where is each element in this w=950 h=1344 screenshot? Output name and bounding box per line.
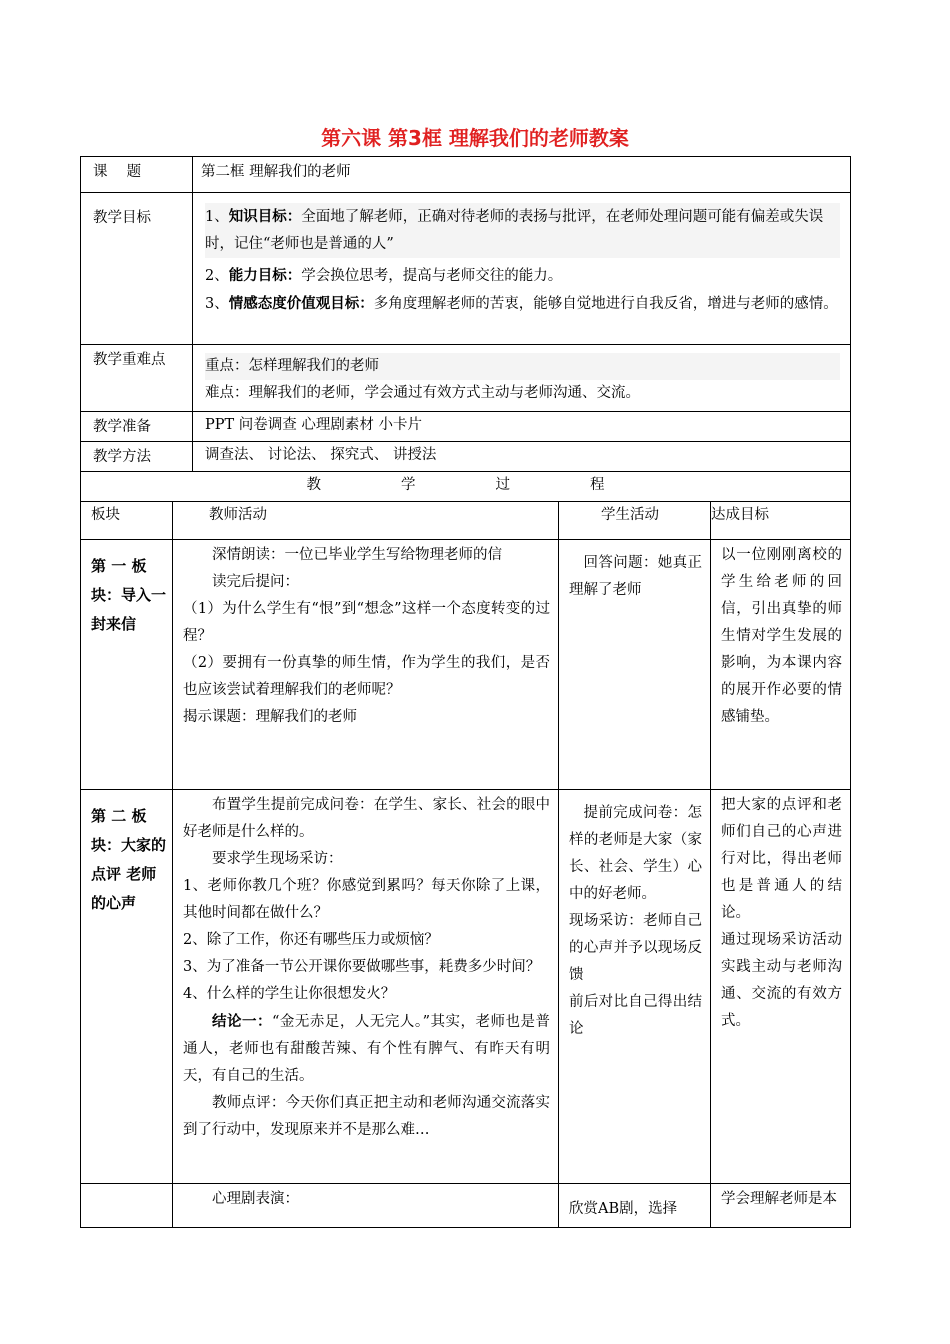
student-activity — [559, 790, 711, 1184]
student-activity-line: 提前完成问卷：怎样的老师是大家（家长、社会、学生）心中的好老师。 — [569, 805, 703, 902]
student-activity-line: 前后对比自己得出结论 — [569, 994, 703, 1037]
section-name — [81, 1184, 173, 1228]
method-label: 教学方法 — [81, 442, 193, 472]
method-value: 调查法、 讨论法、 探究式、 讲授法 — [193, 442, 851, 472]
teacher-activity-text: 深情朗读：一位已毕业学生写给物理老师的信 — [212, 547, 502, 563]
lesson-plan-table — [80, 156, 851, 1228]
teacher-activity-text: 布置学生提前完成问卷：在学生、家长、社会的眼中好老师是什么样的。 — [183, 797, 551, 840]
teacher-activity-text: 4、什么样的学生让你很想发火？ — [183, 986, 396, 1002]
teacher-activity-text: 3、为了准备一节公开课你要做哪些事，耗费多少时间？ — [183, 959, 541, 975]
student-activity-line: 欣赏AB剧，选择 — [569, 1201, 678, 1217]
prep-row — [81, 412, 851, 442]
target-goal — [711, 1184, 851, 1228]
process-row — [81, 472, 851, 502]
teacher-activity-line — [183, 1186, 550, 1213]
key-label: 教学重难点 — [81, 345, 193, 412]
goal-heading: 情感态度价值观目标： — [228, 295, 374, 312]
teaching-goal-item — [205, 203, 840, 258]
target-goal-line: 以一位刚刚离校的学生给老师的回信，引出真挚的师生情对学生发展的影响，为本课内容的展开作必要的情感铺垫。 — [721, 547, 843, 725]
teacher-activity-text: 教师点评：今天你们真正把主动和老师沟通交流落实到了行动中，发现原来并不是那么难… — [183, 1095, 551, 1138]
section-name: 第 二 板块：大家的点评 老师的心声 — [81, 790, 173, 1184]
teacher-activity — [173, 540, 559, 790]
target-goal — [711, 540, 851, 790]
teacher-activity-line — [183, 1008, 550, 1090]
teacher-activity-text: “金无赤足，人无完人。”其实，老师也是普通人，老师也有甜酸苦辣、有个性有脾气、有昨天有明天，有自己的生活。 — [183, 1014, 551, 1084]
student-activity — [559, 540, 711, 790]
section-row — [81, 540, 851, 790]
section-name: 第 一 板块：导入一封来信 — [81, 540, 173, 790]
conclusion-heading: 结论一： — [212, 1013, 272, 1030]
teacher-activity-line — [183, 873, 550, 927]
target-goal — [711, 790, 851, 1184]
target-goal-line: 通过现场采访活动实践主动与老师沟通、交流的有效方式。 — [721, 932, 843, 1029]
prep-value: PPT 问卷调查 心理剧素材 小卡片 — [193, 412, 851, 442]
key-row — [81, 345, 851, 412]
teacher-activity — [173, 790, 559, 1184]
difficult-point: 难点：理解我们的老师，学会通过有效方式主动与老师沟通、交流。 — [205, 385, 641, 401]
teacher-activity-line — [183, 792, 550, 846]
student-activity-line: 回答问题：她真正理解了老师 — [569, 555, 703, 598]
teacher-activity-text: 2、除了工作，你还有哪些压力或烦恼？ — [183, 932, 439, 948]
process-label: 教学过程 — [81, 472, 851, 502]
column-header-section: 板块 — [81, 502, 173, 540]
goal-text: 多角度理解老师的苦衷，能够自觉地进行自我反省，增进与老师的感情。 — [373, 296, 838, 312]
teacher-activity-text: （2）要拥有一份真挚的师生情，作为学生的我们，是否也应该尝试着理解我们的老师呢？ — [183, 655, 551, 698]
teacher-activity-line — [183, 569, 550, 596]
goal-text: 全面地了解老师，正确对待老师的表扬与批评，在老师处理问题可能有偏差或失误时，记住“老师也是普通的人” — [205, 209, 824, 252]
goal-text: 学会换位思考，提高与老师交往的能力。 — [301, 268, 563, 284]
teacher-activity-line — [183, 954, 550, 981]
goals-content — [193, 193, 851, 345]
method-row — [81, 442, 851, 472]
topic-value: 第二框 理解我们的老师 — [193, 157, 851, 193]
topic-label: 课 题 — [81, 157, 193, 193]
student-activity-line: 现场采访：老师自己的心声并予以现场反馈 — [569, 913, 703, 983]
teacher-activity-text: （1）为什么学生有“恨”到“想念”这样一个态度转变的过程？ — [183, 601, 551, 644]
teacher-activity-line — [183, 596, 550, 650]
key-point: 重点：怎样理解我们的老师 — [205, 353, 840, 380]
teacher-activity — [173, 1184, 559, 1228]
column-header-teacher: 教师活动 — [173, 502, 559, 540]
teacher-activity-line — [183, 704, 550, 731]
section-row — [81, 1184, 851, 1228]
goals-row — [81, 193, 851, 345]
goal-heading: 能力目标： — [228, 267, 302, 284]
teacher-activity-line — [183, 981, 550, 1008]
goal-number: 3、 — [205, 296, 229, 312]
column-header-row — [81, 502, 851, 540]
teacher-activity-text: 要求学生现场采访： — [212, 851, 343, 867]
student-activity — [559, 1184, 711, 1228]
teacher-activity-text: 1、老师你教几个班？你感觉到累吗？每天你除了上课，其他时间都在做什么？ — [183, 878, 551, 921]
key-content — [193, 345, 851, 412]
teacher-activity-line — [183, 927, 550, 954]
teacher-activity-line — [183, 542, 550, 569]
teacher-activity-line — [183, 1090, 550, 1144]
prep-label: 教学准备 — [81, 412, 193, 442]
column-header-student: 学生活动 — [559, 502, 711, 540]
document-title: 第六课 第3框 理解我们的老师教案 — [321, 126, 629, 150]
teaching-goal-item — [205, 290, 840, 318]
teacher-activity-line — [183, 650, 550, 704]
teacher-activity-text: 心理剧表演： — [212, 1191, 299, 1207]
target-goal-line: 把大家的点评和老师们自己的心声进行对比，得出老师也是普通人的结论。 — [721, 797, 843, 921]
teacher-activity-text: 揭示课题：理解我们的老师 — [183, 709, 357, 725]
goal-heading: 知识目标： — [228, 208, 302, 225]
goal-number: 1、 — [205, 209, 229, 225]
goal-number: 2、 — [205, 268, 229, 284]
goals-label: 教学目标 — [81, 193, 193, 345]
teacher-activity-line — [183, 846, 550, 873]
teacher-activity-text: 读完后提问： — [212, 574, 299, 590]
section-row — [81, 790, 851, 1184]
target-goal-line: 学会理解老师是本 — [721, 1191, 838, 1207]
column-header-goal: 达成目标 — [711, 502, 851, 540]
topic-row — [81, 157, 851, 193]
teaching-goal-item — [205, 262, 840, 290]
